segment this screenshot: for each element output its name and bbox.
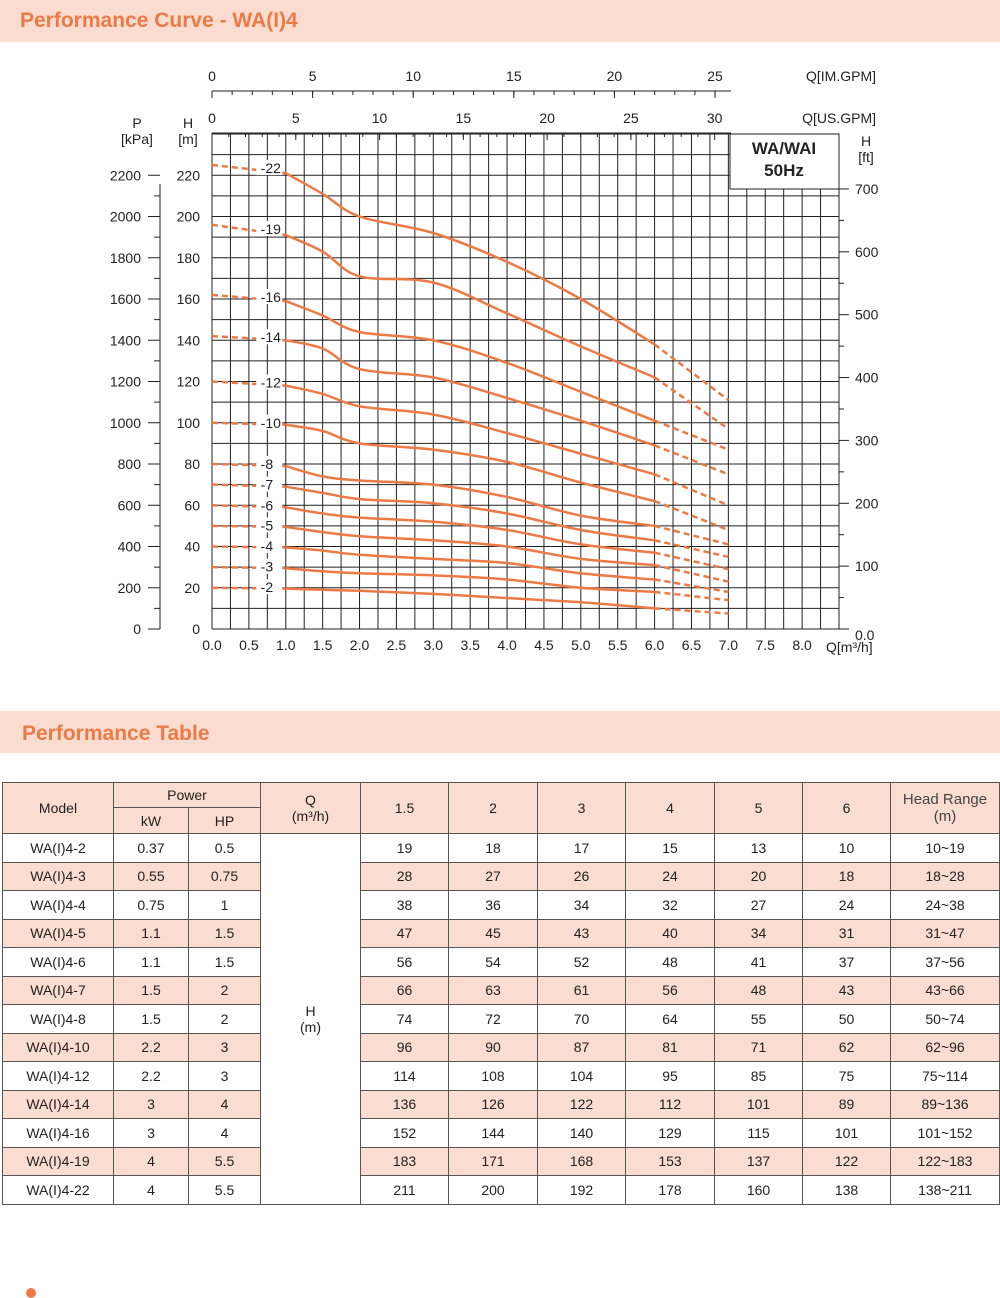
x-tick-label: 2.5: [386, 637, 407, 653]
cell-range: 43~66: [891, 976, 1000, 1005]
header-q-unit: (m³/h): [291, 808, 330, 824]
cell-hp: 5.5: [189, 1176, 261, 1205]
cell-model: WA(I)4-8: [3, 1005, 114, 1034]
cell-range: 24~38: [891, 891, 1000, 920]
ft-tick-label: 500: [855, 306, 879, 323]
cell-head: 28: [361, 862, 449, 891]
cell-h-label: [261, 834, 361, 1205]
curve-label: -8: [260, 456, 274, 473]
kpa-tick-label: 1000: [109, 414, 141, 431]
cell-head: 70: [538, 1005, 626, 1034]
table-row: [3, 948, 1000, 977]
cell-range: 18~28: [891, 862, 1000, 891]
cell-head: 115: [715, 1119, 803, 1148]
cell-range: 75~114: [891, 1062, 1000, 1091]
cell-range: 37~56: [891, 948, 1000, 977]
cell-model: WA(I)4-16: [3, 1119, 114, 1148]
cell-kw: 4: [114, 1147, 189, 1176]
cell-head: 45: [449, 919, 538, 948]
x-tick-label: 3.0: [423, 637, 444, 653]
table-row: [3, 1119, 1000, 1148]
head-tick-label: 200: [176, 208, 200, 225]
cell-head: 48: [626, 948, 715, 977]
cell-model: WA(I)4-7: [3, 976, 114, 1005]
cell-head: 137: [715, 1147, 803, 1176]
cell-head: 138: [803, 1176, 891, 1205]
head-tick-label: 20: [184, 579, 200, 596]
curve-label: -14: [260, 329, 281, 346]
cell-kw: 1.1: [114, 919, 189, 948]
cell-hp: 0.75: [189, 862, 261, 891]
cell-kw: 0.37: [114, 834, 189, 863]
kpa-tick-label: 1600: [109, 291, 141, 307]
x-tick-label: 1.0: [276, 637, 296, 653]
curve-label: -10: [260, 414, 281, 431]
cell-head: 200: [449, 1176, 538, 1205]
curve-label: -3: [260, 558, 274, 575]
cell-head: 140: [538, 1119, 626, 1148]
cell-kw: 1.5: [114, 976, 189, 1005]
curve-label: -6: [260, 497, 274, 514]
x-axis-label: Q[m³/h]: [826, 639, 873, 655]
cell-head: 136: [361, 1090, 449, 1119]
cell-head: 183: [361, 1147, 449, 1176]
ft-tick-label: 700: [855, 180, 879, 197]
cell-hp: 3: [189, 1033, 261, 1062]
cell-head: 211: [361, 1176, 449, 1205]
x-tick-label: 5.0: [571, 637, 591, 653]
table-row: [3, 1005, 1000, 1034]
cell-head: 54: [449, 948, 538, 977]
cell-model: WA(I)4-2: [3, 834, 114, 863]
im-gpm-axis-label: Q[IM.GPM]: [806, 68, 876, 84]
kpa-tick-label: 1200: [109, 373, 141, 390]
curve-label: -2: [260, 579, 274, 596]
cell-head: 192: [538, 1176, 626, 1205]
us-gpm-axis-label: Q[US.GPM]: [802, 110, 876, 126]
curve-label: -16: [260, 288, 281, 305]
table-row: [3, 862, 1000, 891]
header-q: [261, 783, 361, 834]
header-flow: 1.5: [361, 783, 449, 834]
cell-head: 10: [803, 834, 891, 863]
cell-hp: 1.5: [189, 948, 261, 977]
head-tick-label: 100: [176, 414, 200, 431]
kpa-tick-label: 200: [117, 579, 141, 596]
x-tick-label: 8.0: [792, 637, 812, 653]
header-head-range: [891, 783, 1000, 834]
cell-head: 17: [538, 834, 626, 863]
ft-tick-label: 600: [855, 243, 879, 260]
curve-section-header: [0, 0, 1000, 42]
curve-label: -19: [260, 220, 281, 237]
cell-kw: 1.1: [114, 948, 189, 977]
cell-head: 37: [803, 948, 891, 977]
header-flow: 4: [626, 783, 715, 834]
cell-head: 122: [803, 1147, 891, 1176]
cell-head: 66: [361, 976, 449, 1005]
cell-head: 74: [361, 1005, 449, 1034]
cell-head: 61: [538, 976, 626, 1005]
table-row: [3, 1176, 1000, 1205]
head-tick-label: 40: [184, 538, 200, 555]
table-row: [3, 834, 1000, 863]
head-tick-label: 220: [176, 167, 200, 184]
im-gpm-tick-label: 25: [707, 68, 723, 84]
cell-head: 122: [538, 1090, 626, 1119]
cell-hp: 4: [189, 1119, 261, 1148]
cell-head: 48: [715, 976, 803, 1005]
cell-kw: 0.75: [114, 891, 189, 920]
header-model: Model: [3, 783, 114, 834]
kpa-tick-label: 1800: [109, 249, 141, 266]
cell-range: 31~47: [891, 919, 1000, 948]
im-gpm-tick-label: 10: [405, 68, 422, 84]
curve-label: -4: [260, 538, 274, 555]
table-row: [3, 1090, 1000, 1119]
ft-tick-label: 200: [855, 495, 879, 512]
cell-head: 168: [538, 1147, 626, 1176]
head-tick-label: 0: [192, 621, 200, 637]
head-tick-label: 140: [176, 332, 200, 349]
cell-head: 87: [538, 1033, 626, 1062]
kpa-tick-label: 0: [133, 621, 141, 637]
cell-head: 108: [449, 1062, 538, 1091]
header-head-range-label: Head Range: [902, 791, 988, 808]
cell-head: 101: [715, 1090, 803, 1119]
cell-range: 138~211: [891, 1176, 1000, 1205]
cell-model: WA(I)4-19: [3, 1147, 114, 1176]
head-axis-unit: [m]: [178, 131, 198, 147]
cell-head: 34: [715, 919, 803, 948]
cell-hp: 5.5: [189, 1147, 261, 1176]
h-unit: (m): [300, 1018, 321, 1035]
cell-head: 62: [803, 1033, 891, 1062]
x-tick-label: 1.5: [312, 637, 333, 653]
cell-kw: 3: [114, 1090, 189, 1119]
performance-chart: [0, 42, 1000, 672]
x-tick-label: 3.5: [460, 637, 480, 653]
cell-kw: 2.2: [114, 1033, 189, 1062]
cell-head: 112: [626, 1090, 715, 1119]
kpa-tick-label: 1400: [109, 332, 141, 349]
cell-kw: 3: [114, 1119, 189, 1148]
cell-model: WA(I)4-6: [3, 948, 114, 977]
table-title: Performance Table: [22, 722, 210, 745]
head-tick-label: 180: [176, 249, 200, 266]
ft-tick-label: 300: [855, 432, 879, 449]
cell-head: 71: [715, 1033, 803, 1062]
ft-tick-label: 0.0: [855, 627, 875, 643]
cell-head: 26: [538, 862, 626, 891]
cell-hp: 0.5: [189, 834, 261, 863]
cell-head: 56: [626, 976, 715, 1005]
table-section-header: [0, 711, 1000, 753]
us-gpm-tick-label: 20: [539, 110, 555, 126]
cell-head: 160: [715, 1176, 803, 1205]
cell-head: 32: [626, 891, 715, 920]
cell-head: 144: [449, 1119, 538, 1148]
x-tick-label: 4.5: [534, 637, 554, 653]
cell-head: 89: [803, 1090, 891, 1119]
x-tick-label: 7.0: [718, 637, 739, 653]
header-flow: 2: [449, 783, 538, 834]
cell-head: 18: [803, 862, 891, 891]
x-tick-label: 0.5: [239, 637, 259, 653]
cell-head: 63: [449, 976, 538, 1005]
table-row: [3, 976, 1000, 1005]
cell-head: 40: [626, 919, 715, 948]
table-row: [3, 1147, 1000, 1176]
us-gpm-tick-label: 25: [623, 110, 639, 126]
cell-range: 89~136: [891, 1090, 1000, 1119]
cell-head: 75: [803, 1062, 891, 1091]
head-tick-label: 80: [184, 456, 200, 472]
cell-hp: 4: [189, 1090, 261, 1119]
cell-head: 15: [626, 834, 715, 863]
us-gpm-tick-label: 10: [371, 110, 388, 126]
model-box-line1: WA/WAI: [751, 139, 817, 158]
head-tick-label: 120: [176, 373, 200, 390]
us-gpm-tick-label: 30: [706, 110, 723, 126]
cell-head: 56: [361, 948, 449, 977]
cell-hp: 3: [189, 1062, 261, 1091]
cell-head: 153: [626, 1147, 715, 1176]
cell-head: 50: [803, 1005, 891, 1034]
h-label: H: [305, 1002, 316, 1019]
cell-head: 34: [538, 891, 626, 920]
x-tick-label: 4.0: [497, 637, 517, 653]
cell-hp: 1.5: [189, 919, 261, 948]
table-row: [3, 891, 1000, 920]
table-row: [3, 1033, 1000, 1062]
ft-axis-unit: [ft]: [858, 149, 874, 165]
curve-label: -7: [260, 476, 274, 493]
header-flow: 6: [803, 783, 891, 834]
model-box-line2: 50Hz: [764, 161, 804, 180]
x-tick-label: 6.5: [681, 637, 702, 653]
cell-range: 122~183: [891, 1147, 1000, 1176]
x-tick-label: 7.5: [755, 637, 775, 653]
cell-model: WA(I)4-4: [3, 891, 114, 920]
cell-range: 10~19: [891, 834, 1000, 863]
curve-label: -12: [260, 374, 281, 391]
cell-hp: 2: [189, 1005, 261, 1034]
cell-kw: 4: [114, 1176, 189, 1205]
kpa-tick-label: 2000: [109, 208, 141, 225]
cell-head: 96: [361, 1033, 449, 1062]
cell-head: 41: [715, 948, 803, 977]
x-tick-label: 2.0: [349, 637, 370, 653]
x-tick-label: 5.5: [607, 637, 628, 653]
cell-head: 72: [449, 1005, 538, 1034]
cell-head: 19: [361, 834, 449, 863]
header-flow: 3: [538, 783, 626, 834]
ft-tick-label: 100: [855, 558, 879, 575]
cell-head: 81: [626, 1033, 715, 1062]
cell-model: WA(I)4-5: [3, 919, 114, 948]
cell-head: 104: [538, 1062, 626, 1091]
cell-hp: 1: [189, 891, 261, 920]
kpa-tick-label: 2200: [109, 167, 141, 184]
us-gpm-tick-label: 15: [455, 110, 472, 126]
cell-head: 55: [715, 1005, 803, 1034]
cell-head: 152: [361, 1119, 449, 1148]
kpa-tick-label: 600: [117, 497, 141, 514]
cell-model: WA(I)4-22: [3, 1176, 114, 1205]
cell-head: 95: [626, 1062, 715, 1091]
decorative-dot: [26, 1288, 36, 1298]
cell-head: 43: [538, 919, 626, 948]
kpa-axis-label: P: [132, 115, 142, 131]
cell-head: 85: [715, 1062, 803, 1091]
cell-head: 24: [626, 862, 715, 891]
kpa-tick-label: 800: [117, 456, 141, 472]
us-gpm-tick-label: 5: [291, 110, 300, 126]
cell-model: WA(I)4-10: [3, 1033, 114, 1062]
cell-kw: 1.5: [114, 1005, 189, 1034]
cell-head: 43: [803, 976, 891, 1005]
cell-range: 62~96: [891, 1033, 1000, 1062]
cell-head: 18: [449, 834, 538, 863]
im-gpm-tick-label: 20: [606, 68, 623, 84]
im-gpm-tick-label: 5: [308, 68, 317, 84]
head-tick-label: 60: [184, 497, 200, 514]
header-q-label: Q: [305, 792, 316, 808]
cell-range: 101~152: [891, 1119, 1000, 1148]
cell-head: 114: [361, 1062, 449, 1091]
head-axis-label: H: [182, 115, 194, 131]
table-row: [3, 919, 1000, 948]
curve-label: -22: [260, 160, 281, 177]
cell-model: WA(I)4-14: [3, 1090, 114, 1119]
cell-head: 27: [715, 891, 803, 920]
ft-axis-label: H: [860, 133, 872, 149]
cell-model: WA(I)4-12: [3, 1062, 114, 1091]
im-gpm-tick-label: 0: [208, 68, 216, 84]
cell-head: 31: [803, 919, 891, 948]
cell-head: 47: [361, 919, 449, 948]
cell-range: 50~74: [891, 1005, 1000, 1034]
cell-kw: 0.55: [114, 862, 189, 891]
cell-head: 24: [803, 891, 891, 920]
head-tick-label: 160: [176, 291, 200, 307]
kpa-axis-unit: [kPa]: [121, 131, 153, 147]
cell-head: 27: [449, 862, 538, 891]
ft-tick-label: 400: [855, 369, 879, 386]
cell-head: 171: [449, 1147, 538, 1176]
cell-head: 38: [361, 891, 449, 920]
cell-head: 178: [626, 1176, 715, 1205]
performance-table: [2, 782, 1000, 1205]
cell-head: 126: [449, 1090, 538, 1119]
header-hp: HP: [189, 808, 261, 834]
us-gpm-tick-label: 0: [208, 110, 216, 126]
cell-head: 129: [626, 1119, 715, 1148]
im-gpm-tick-label: 15: [506, 68, 522, 84]
cell-hp: 2: [189, 976, 261, 1005]
cell-kw: 2.2: [114, 1062, 189, 1091]
header-power: Power: [114, 783, 261, 808]
x-tick-label: 6.0: [644, 637, 665, 653]
header-head-range-unit: (m): [933, 808, 957, 825]
curve-label: -5: [260, 517, 274, 534]
cell-head: 101: [803, 1119, 891, 1148]
x-tick-label: 0.0: [202, 637, 222, 653]
table-row: [3, 1062, 1000, 1091]
cell-head: 52: [538, 948, 626, 977]
cell-head: 20: [715, 862, 803, 891]
cell-head: 36: [449, 891, 538, 920]
cell-head: 90: [449, 1033, 538, 1062]
curve-title: Performance Curve - WA(I)4: [20, 9, 298, 32]
header-kw: kW: [114, 808, 189, 834]
header-flow: 5: [715, 783, 803, 834]
cell-model: WA(I)4-3: [3, 862, 114, 891]
kpa-tick-label: 400: [117, 538, 141, 555]
cell-head: 64: [626, 1005, 715, 1034]
cell-head: 13: [715, 834, 803, 863]
